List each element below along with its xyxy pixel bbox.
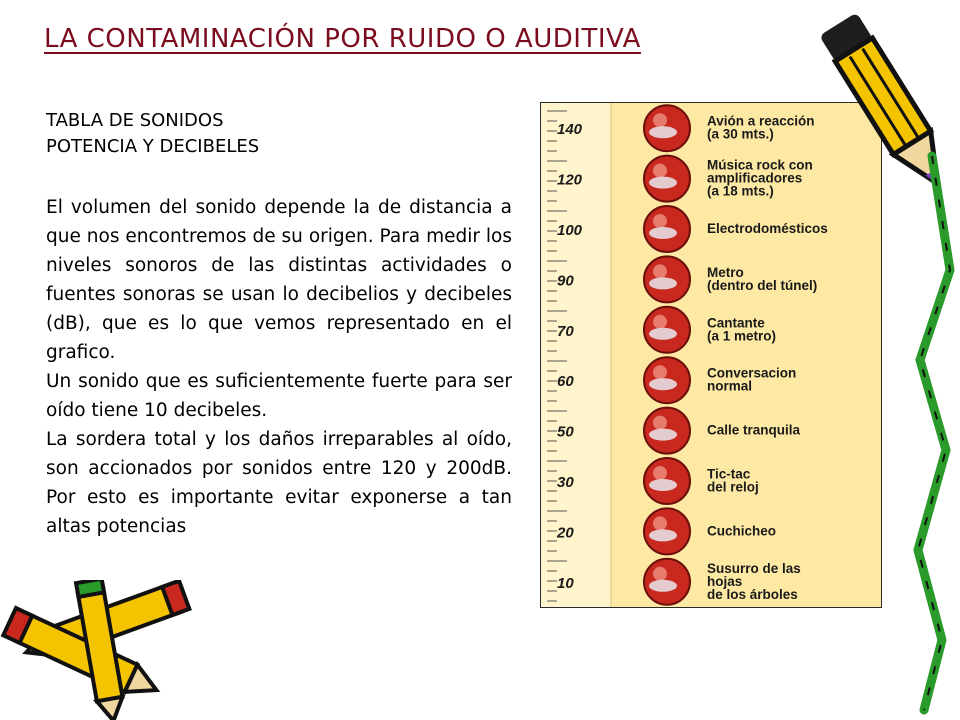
decibel-value: 60 bbox=[557, 373, 574, 391]
paragraph-1: El volumen del sonido depende la de distancia a que nos encontremos de su origen. Para medir los niveles sonoros de las distintas actividades o fuentes sonoras se usan lo decibelios y decibeles (dB), que es lo que vemos representado en el grafico. bbox=[46, 197, 512, 363]
sound-source-label: Electrodomésticos bbox=[707, 221, 828, 236]
decibel-value: 100 bbox=[557, 222, 583, 239]
paragraph-3: La sordera total y los daños irreparables al oído, son accionados por sonidos entre 120 y 200dB. Por esto es importante evitar exponerse a tan altas potencias bbox=[46, 429, 512, 537]
body-text bbox=[46, 193, 512, 541]
sound-source-label: Avión a reacción (a 30 mts.) bbox=[707, 113, 815, 142]
decibel-value: 90 bbox=[557, 272, 574, 290]
decibel-value: 20 bbox=[557, 524, 574, 542]
pencils-icon bbox=[0, 580, 200, 720]
paragraph-2: Un sonido que es suficientemente fuerte para ser oído tiene 10 decibeles. bbox=[46, 371, 512, 421]
decibel-value: 120 bbox=[557, 171, 583, 189]
page-title: LA CONTAMINACIÓN POR RUIDO O AUDITIVA bbox=[44, 24, 641, 54]
sound-source-label: Cantante (a 1 metro) bbox=[707, 315, 777, 344]
decibel-value: 30 bbox=[557, 474, 574, 491]
decibel-value: 50 bbox=[557, 423, 574, 441]
sound-source-label: Calle tranquila bbox=[707, 422, 801, 438]
decibel-value: 140 bbox=[557, 121, 583, 139]
decibel-value: 10 bbox=[557, 574, 574, 592]
sound-source-label: Cuchicheo bbox=[707, 523, 777, 539]
decibel-value: 70 bbox=[557, 322, 574, 340]
subheading bbox=[46, 108, 259, 160]
subheading-line-1: TABLA DE SONIDOS bbox=[46, 110, 224, 131]
sound-source-label: Susurro de las hojas de los árboles bbox=[707, 560, 801, 602]
sound-source-label: Tic-tac del reloj bbox=[707, 466, 759, 495]
sound-source-label: Metro (dentro del túnel) bbox=[707, 264, 818, 293]
sound-source-label: Conversacion normal bbox=[707, 365, 797, 394]
sound-source-label: Música rock con amplificadores (a 18 mts.) bbox=[707, 157, 813, 199]
crayon-icon bbox=[880, 150, 960, 720]
subheading-line-2: POTENCIA Y DECIBELES bbox=[46, 136, 260, 157]
